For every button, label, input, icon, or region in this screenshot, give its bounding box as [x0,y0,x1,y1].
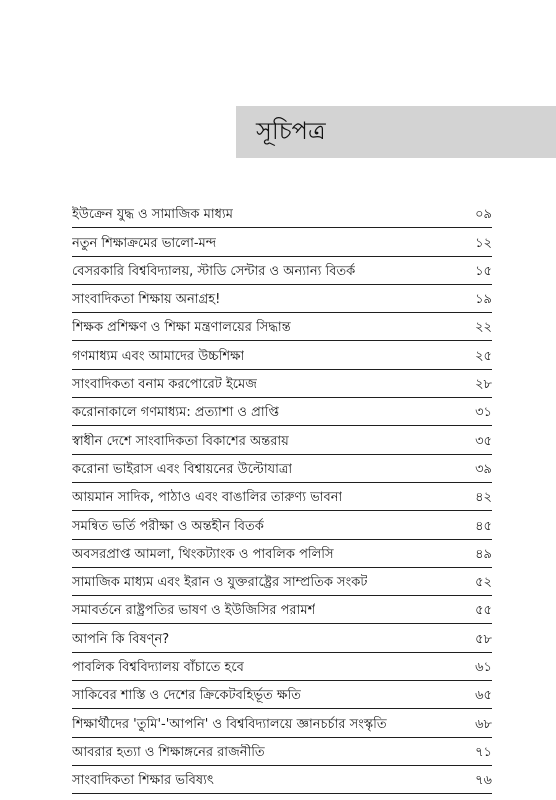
toc-entry-title: নতুন শিক্ষাক্রমের ভালো-মন্দ [72,235,217,251]
toc-row [72,653,492,681]
toc-row [72,709,492,737]
toc-entry-title: শিক্ষার্থীদের 'তুমি'-'আপনি' ও বিশ্ববিদ্যালয়ে জ্ঞানচর্চার সংস্কৃতি [72,716,387,732]
toc-entry-page-number: ৩৫ [475,433,492,449]
toc-row [72,426,492,454]
toc-row [72,200,492,228]
toc-entry-page-number: ০৯ [475,207,492,223]
toc-entry-page-number: ২৮ [475,377,492,393]
toc-entry-page-number: ৬১ [475,660,492,676]
toc-row [72,624,492,652]
toc-row [72,511,492,539]
toc-entry-page-number: ৭৬ [475,773,492,789]
toc-row [72,398,492,426]
toc-entry-title: শিক্ষক প্রশিক্ষণ ও শিক্ষা মন্ত্রণালয়ের সিদ্ধান্ত [72,320,291,336]
toc-entry-title: করোনা ভাইরাস এবং বিশ্বায়নের উল্টোযাত্রা [72,461,293,477]
toc-entry-page-number: ২৫ [475,348,492,364]
toc-row [72,483,492,511]
table-of-contents [72,200,492,794]
toc-row [72,766,492,794]
toc-entry-title: গণমাধ্যম এবং আমাদের উচ্চশিক্ষা [72,348,245,364]
toc-entry-title: সমাবর্তনে রাষ্ট্রপতির ভাষণ ও ইউজিসির পরামর্শ [72,603,316,619]
toc-entry-title: সমন্বিত ভর্তি পরীক্ষা ও অন্তহীন বিতর্ক [72,518,264,534]
toc-entry-page-number: ৪২ [475,490,492,506]
toc-row [72,455,492,483]
toc-entry-page-number: ৫৫ [475,603,492,619]
toc-entry-page-number: ৬৫ [475,688,492,704]
toc-entry-page-number: ৪৯ [475,546,492,562]
toc-entry-page-number: ২২ [475,320,492,336]
toc-row [72,370,492,398]
toc-entry-title: আয়মান সাদিক, পাঠাও এবং বাঙালির তারুণ্য ভাবনা [72,490,343,506]
toc-entry-title: স্বাধীন দেশে সাংবাদিকতা বিকাশের অন্তরায় [72,433,289,449]
toc-entry-page-number: ৬৮ [475,716,492,732]
toc-row [72,285,492,313]
page-title: সূচিপত্র [256,117,326,145]
toc-entry-page-number: ১৫ [475,263,492,279]
toc-row [72,540,492,568]
toc-entry-title: করোনাকালে গণমাধ্যম: প্রত্যাশা ও প্রাপ্তি [72,405,280,421]
toc-entry-title: ইউক্রেন যুদ্ধ ও সামাজিক মাধ্যম [72,207,233,223]
toc-entry-title: সামাজিক মাধ্যম এবং ইরান ও যুক্তরাষ্ট্রের সাম্প্রতিক সংকট [72,575,368,591]
toc-row [72,738,492,766]
toc-row [72,681,492,709]
toc-row [72,313,492,341]
toc-entry-title: সাংবাদিকতা বনাম করপোরেট ইমেজ [72,377,257,393]
toc-entry-page-number: ১২ [475,235,492,251]
toc-entry-page-number: ৪৫ [475,518,492,534]
toc-entry-title: সাংবাদিকতা শিক্ষার ভবিষ্যৎ [72,773,214,789]
toc-row [72,596,492,624]
toc-entry-title: বেসরকারি বিশ্ববিদ্যালয়, স্টাডি সেন্টার ও অন্যান্য বিতর্ক [72,263,356,279]
toc-entry-page-number: ৫২ [475,575,492,591]
toc-entry-title: অবসরপ্রাপ্ত আমলা, থিংকট্যাংক ও পাবলিক পলিসি [72,546,334,562]
toc-entry-title: আবরার হত্যা ও শিক্ষাঙ্গনের রাজনীতি [72,744,265,760]
toc-entry-page-number: ১৯ [475,292,492,308]
toc-entry-page-number: ৭১ [475,744,492,760]
toc-entry-title: আপনি কি বিষণ্ন? [72,631,170,647]
toc-entry-title: পাবলিক বিশ্ববিদ্যালয় বাঁচাতে হবে [72,660,244,676]
toc-entry-title: সাকিবের শাস্তি ও দেশের ক্রিকেটবহির্ভূত ক্ষতি [72,688,301,704]
toc-entry-page-number: ৩৯ [475,461,492,477]
title-band [236,106,556,158]
toc-row [72,228,492,256]
toc-entry-page-number: ৩১ [475,405,492,421]
toc-entry-page-number: ৫৮ [475,631,492,647]
toc-row [72,568,492,596]
toc-entry-title: সাংবাদিকতা শিক্ষায় অনাগ্রহ! [72,292,221,308]
toc-row [72,341,492,369]
toc-row [72,257,492,285]
